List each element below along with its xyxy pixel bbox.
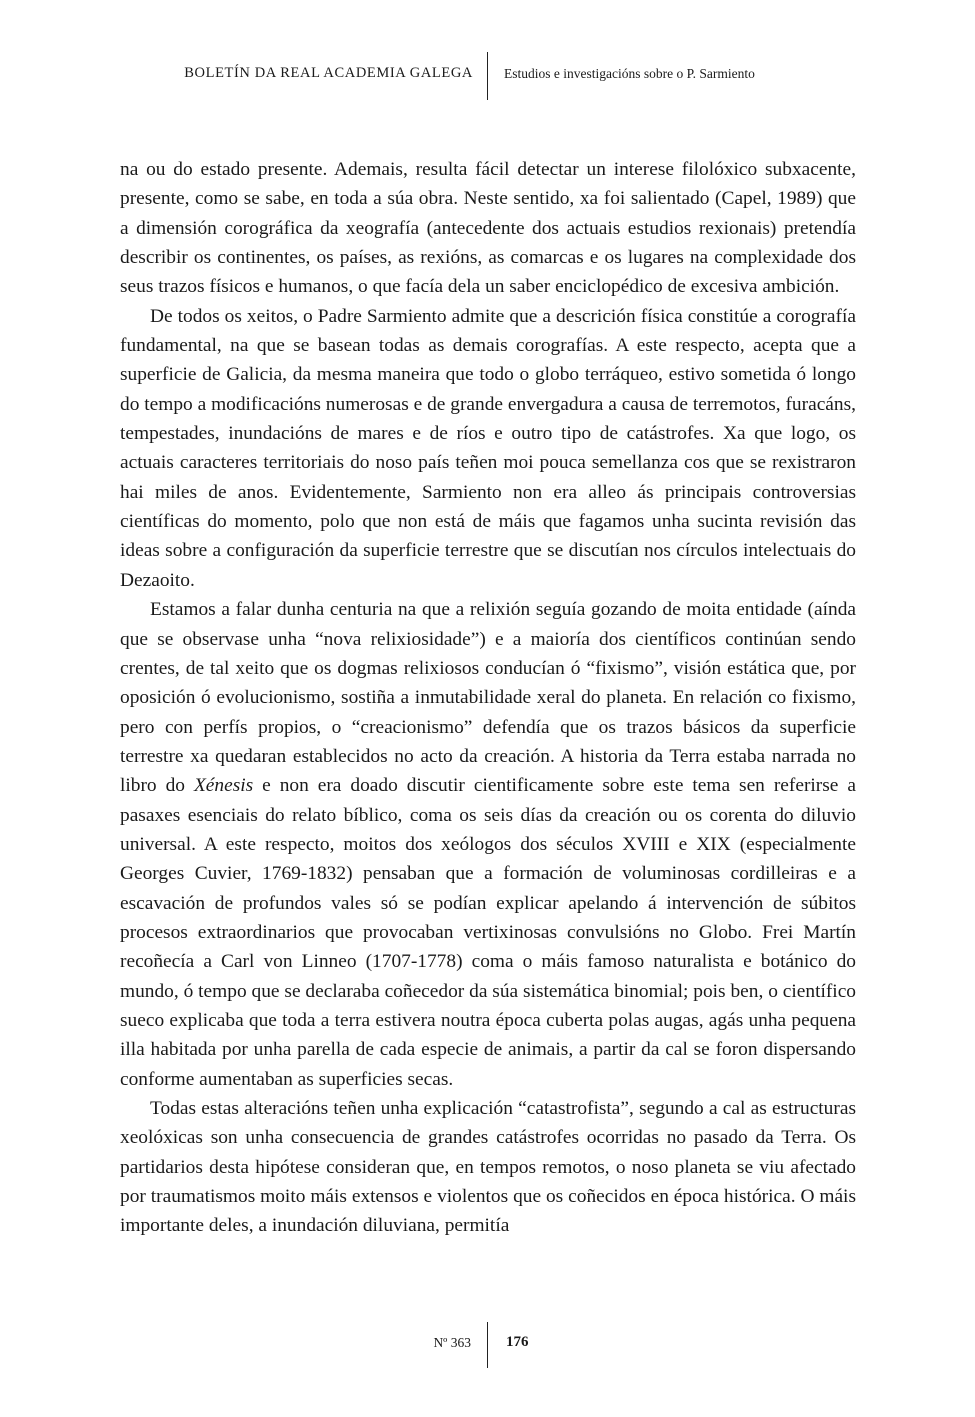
running-header: [0, 52, 975, 100]
header-divider: [487, 52, 488, 100]
footer-divider: [487, 1322, 488, 1368]
book-title-xenesis: Xénesis: [193, 775, 254, 797]
journal-title: BOLETÍN DA REAL ACADEMIA GALEGA: [184, 65, 473, 81]
paragraph-3-text-after: e non era doado discutir cientificamente sobre este tema sen referirse a pasaxes esenciais do relato bíblico, coma os seis días da creación ou os corenta do diluvio universal. A este respecto, moitos dos xeólogos dos séculos XVIII e XIX (especialmente Georges Cuvier, 1769-1832) pensaban que a formación de voluminosas cordilleiras e a escavación de profundos vales só se podían explicar apelando á intervención de súbitos procesos extraordinarios que provocaban vertixinosas convulsións no Globo. Frei Martín recoñecía a Carl von Linneo (1707-1778) coma o máis famoso naturalista e botánico do mundo, ó tempo que se declaraba coñecedor da súa sistemática binomial; pois ben, o científico sueco explicaba que toda a terra estivera noutra época cuberta polas augas, agás unha pequena illa habitada por unha parella de cada especie de animais, a partir da cal se foron dispersando conforme aumentaban as superficies secas.: [120, 775, 856, 1090]
paragraph-3: [120, 595, 856, 1094]
issue-number: Nº 363: [433, 1335, 471, 1350]
article-body: [120, 155, 856, 1241]
section-title: Estudios e investigacións sobre o P. Sarmiento: [504, 66, 755, 81]
paragraph-2: De todos os xeitos, o Padre Sarmiento admite que a descrición física constitúe a corografía fundamental, na que se basean todas as demais corografías. A este respecto, acepta que a superficie de Galicia, da mesma maneira que todo o globo terráqueo, estivo sometida ó longo do tempo a modificacións numerosas e de grande envergadura a causa de terremotos, furacáns, tempestades, inundacións de mares e de ríos e outro tipo de catástrofes. Xa que logo, os actuais caracteres territoriais do noso país teñen moi pouca semellanza cos que se rexistraron hai miles de anos. Evidentemente, Sarmiento non era alleo ás principais controversias científicas do momento, polo que non está de máis que fagamos unha sucinta revisión das ideas sobre a configuración da superficie terrestre que se discutían nos círculos intelectuais do Dezaoito.: [120, 305, 856, 591]
running-footer: [0, 1322, 975, 1368]
paragraph-4: Todas estas alteracións teñen unha explicación “catastrofista”, segundo a cal as estructuras xeolóxicas son unha consecuencia de grandes catástrofes ocorridas no pasado da Terra. Os partidarios desta hipótese consideran que, en tempos remotos, o noso planeta se viu afectado por traumatismos moito máis extensos e violentos que os coñecidos en época histórica. O máis importante deles, a inundación diluviana, permitía: [120, 1098, 856, 1237]
paragraph-1: na ou do estado presente. Ademais, resulta fácil detectar un interese filolóxico subxacente, presente, como se sabe, en toda a súa obra. Neste sentido, xa foi salientado (Capel, 1989) que a dimensión corográfica da xeografía (antecedente dos actuais estudios rexionais) pretendía describir os continentes, os países, as rexións, as comarcas e os lugares na complexidade dos seus trazos físicos e humanos, o que facía dela un saber enciclopédico de excesiva ambición.: [120, 159, 856, 298]
page-number: 176: [506, 1334, 529, 1350]
paragraph-3-text-before: Estamos a falar dunha centuria na que a relixión seguía gozando de moita entidade (aínda que se observase unha “nova relixiosidade”) e a maioría dos científicos continúan sendo crentes, de tal xeito que os dogmas relixiosos conducían ó “fixismo”, visión estática que, por oposición ó evolucionismo, sostiña a inmutabilidade xeral do planeta. En relación co fixismo, pero con perfís propios, o “creacionismo” defendía que os trazos básicos da superficie terrestre xa quedaran establecidos no acto da creación. A historia da Terra estaba narrada no libro do: [120, 599, 856, 797]
